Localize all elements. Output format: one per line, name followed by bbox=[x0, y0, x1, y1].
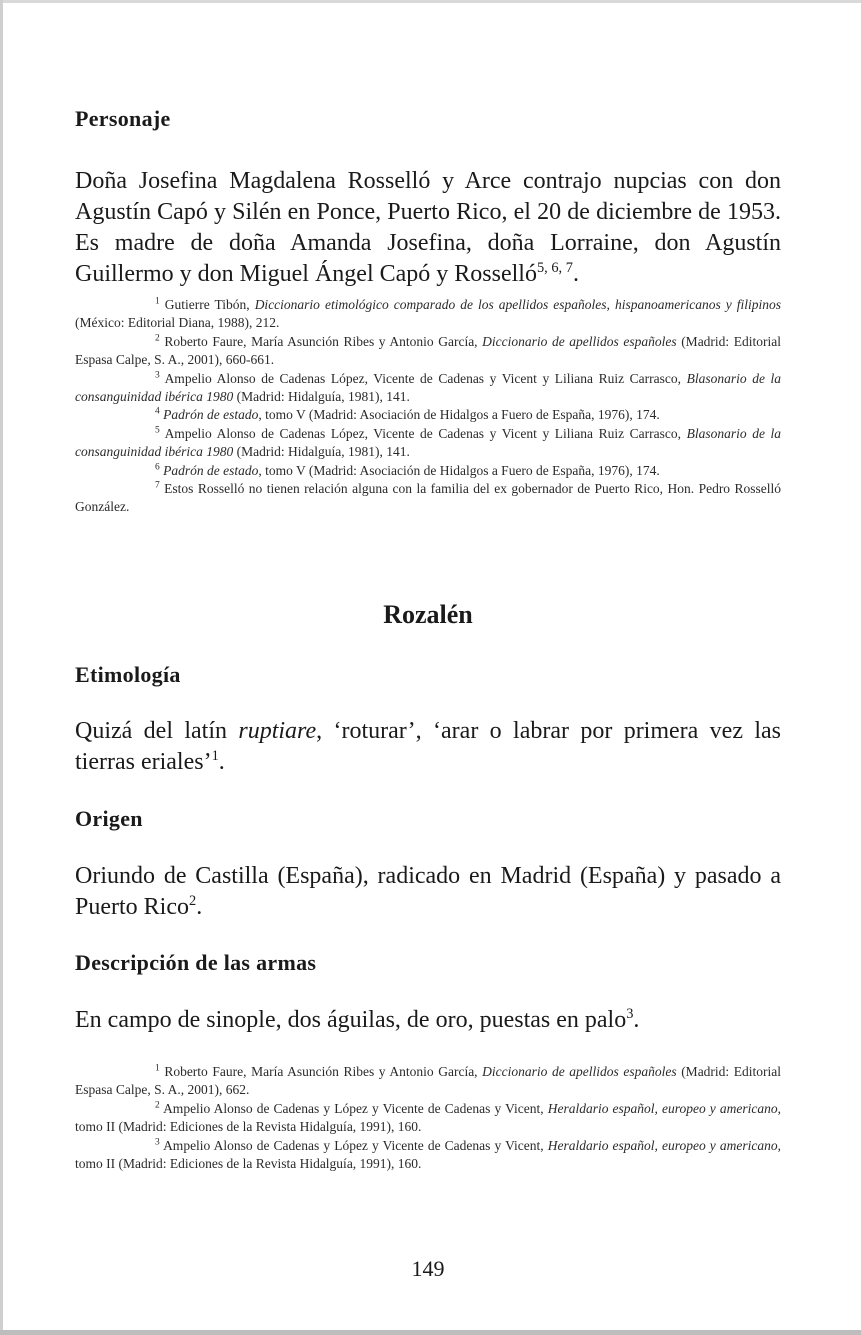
fn-number: 2 bbox=[155, 333, 160, 344]
fn-text: (Madrid: Hidalguía, 1981), 141. bbox=[233, 444, 410, 460]
personaje-end: . bbox=[572, 261, 579, 287]
armas-ref: 3 bbox=[626, 1006, 634, 1022]
fn-text: Ampelio Alonso de Cadenas y López y Vicente de Cadenas y Vicent, bbox=[163, 1137, 548, 1153]
armas-text: En campo de sinople, dos águilas, de oro, puestas en palo bbox=[75, 1007, 627, 1033]
footnotes-top bbox=[75, 296, 781, 517]
page-edge-left bbox=[0, 0, 3, 1335]
fn-title: Diccionario de apellidos españoles bbox=[482, 1064, 677, 1079]
fn-text: Ampelio Alonso de Cadenas y López y Vicente de Cadenas y Vicent, bbox=[163, 1100, 548, 1116]
fn-text: Ampelio Alonso de Cadenas López, Vicente de Cadenas y Vicent y Liliana Ruiz Carrasco, bbox=[164, 370, 687, 386]
origen-end: . bbox=[196, 894, 203, 920]
etimologia-end: . bbox=[218, 749, 225, 775]
page-number: 149 bbox=[411, 1256, 445, 1281]
origen-text: Oriundo de Castilla (España), radicado en Madrid (España) y pasado a Puerto Rico bbox=[75, 863, 781, 920]
fn-text: (México: Editorial Diana, 1988), 212. bbox=[75, 315, 280, 331]
etimologia-ref: 1 bbox=[211, 748, 219, 764]
fn-title: Blasonario de la consanguinidad ibérica 1980 bbox=[75, 370, 782, 405]
fn-title: Diccionario etimológico comparado de los apellidos españoles, hispanoamericanos y filipinos bbox=[254, 297, 781, 312]
fn-text: Roberto Faure, María Asunción Ribes y Antonio García, bbox=[164, 333, 483, 349]
fn-title: Heraldario español, europeo y americano bbox=[547, 1137, 778, 1153]
fn-title: Heraldario español, europeo y americano bbox=[547, 1100, 778, 1116]
fn-title: Padrón de estado bbox=[163, 407, 259, 423]
fn-number: 6 bbox=[155, 462, 160, 473]
fn-text: , tomo V (Madrid: Asociación de Hidalgos a Fuero de España, 1976), 174. bbox=[258, 407, 660, 423]
heading-personaje: Personaje bbox=[75, 106, 171, 131]
footnote-top-7 bbox=[75, 480, 781, 517]
paragraph-origen bbox=[75, 861, 781, 923]
paragraph-etimologia bbox=[75, 716, 781, 778]
fn-number: 3 bbox=[155, 370, 160, 381]
etimologia-text: , ‘roturar’, ‘arar o labrar por primera vez las tierras eriales’ bbox=[75, 718, 781, 775]
footnote-top-4 bbox=[75, 406, 781, 424]
fn-text: , tomo V (Madrid: Asociación de Hidalgos a Fuero de España, 1976), 174. bbox=[258, 462, 660, 478]
fn-number: 5 bbox=[155, 425, 160, 436]
origen-ref: 2 bbox=[189, 893, 197, 909]
paragraph-personaje bbox=[75, 166, 781, 290]
footnote-top-5 bbox=[75, 425, 781, 462]
footnotes-bottom bbox=[75, 1063, 781, 1173]
fn-text: , tomo II (Madrid: Ediciones de la Revista Hidalguía, 1991), 160. bbox=[75, 1137, 781, 1172]
fn-number: 3 bbox=[155, 1137, 160, 1148]
footnote-bottom-3 bbox=[75, 1137, 781, 1174]
heading-armas: Descripción de las armas bbox=[75, 950, 317, 975]
footnote-top-1 bbox=[75, 296, 781, 333]
footnote-top-2 bbox=[75, 333, 781, 370]
fn-title: Diccionario de apellidos españoles bbox=[482, 333, 677, 349]
paragraph-armas bbox=[75, 1005, 781, 1036]
fn-number: 4 bbox=[155, 406, 160, 417]
fn-text: (Madrid: Hidalguía, 1981), 141. bbox=[233, 389, 410, 405]
fn-number: 2 bbox=[155, 1100, 160, 1111]
fn-number: 1 bbox=[155, 1063, 160, 1074]
fn-text: Roberto Faure, María Asunción Ribes y Antonio García, bbox=[164, 1064, 483, 1079]
fn-title: Padrón de estado bbox=[163, 462, 259, 478]
fn-number: 7 bbox=[155, 480, 160, 491]
personaje-refs: 5, 6, 7 bbox=[536, 260, 573, 276]
armas-end: . bbox=[633, 1007, 640, 1033]
surname-title: Rozalén bbox=[383, 600, 473, 629]
fn-text: (Madrid: Editorial Espasa Calpe, S. A., 2001), 662. bbox=[75, 1064, 781, 1098]
footnote-top-3 bbox=[75, 370, 781, 407]
heading-etimologia: Etimología bbox=[75, 662, 181, 687]
personaje-text: Doña Josefina Magdalena Rosselló y Arce contrajo nupcias con don Agustín Capó y Silén en Ponce, Puerto Rico, el 20 de diciembre de 1953. Es madre de doña Amanda Josefina, doña Lorraine, don Agustín Guillermo y don Miguel Ángel Capó y Rosselló bbox=[75, 168, 781, 287]
footnote-bottom-2 bbox=[75, 1100, 781, 1137]
etimologia-latin-word: ruptiare bbox=[238, 718, 317, 744]
fn-text: Gutierre Tibón, bbox=[164, 297, 255, 312]
fn-title: Blasonario de la consanguinidad ibérica 1980 bbox=[75, 425, 782, 460]
fn-number: 1 bbox=[155, 296, 160, 307]
book-page bbox=[75, 0, 781, 1335]
footnote-top-6 bbox=[75, 462, 781, 480]
heading-origen: Origen bbox=[75, 806, 143, 831]
fn-text: Ampelio Alonso de Cadenas López, Vicente de Cadenas y Vicent y Liliana Ruiz Carrasco, bbox=[164, 425, 687, 441]
fn-text: , tomo II (Madrid: Ediciones de la Revista Hidalguía, 1991), 160. bbox=[75, 1100, 781, 1135]
fn-text: Estos Rosselló no tienen relación alguna con la familia del ex gobernador de Puerto Rico, Hon. Pedro Rosselló González. bbox=[75, 481, 782, 515]
etimologia-text: Quizá del latín bbox=[75, 718, 239, 744]
fn-text: (Madrid: Editorial Espasa Calpe, S. A., 2001), 660-661. bbox=[75, 333, 781, 368]
footnote-bottom-1 bbox=[75, 1063, 781, 1100]
